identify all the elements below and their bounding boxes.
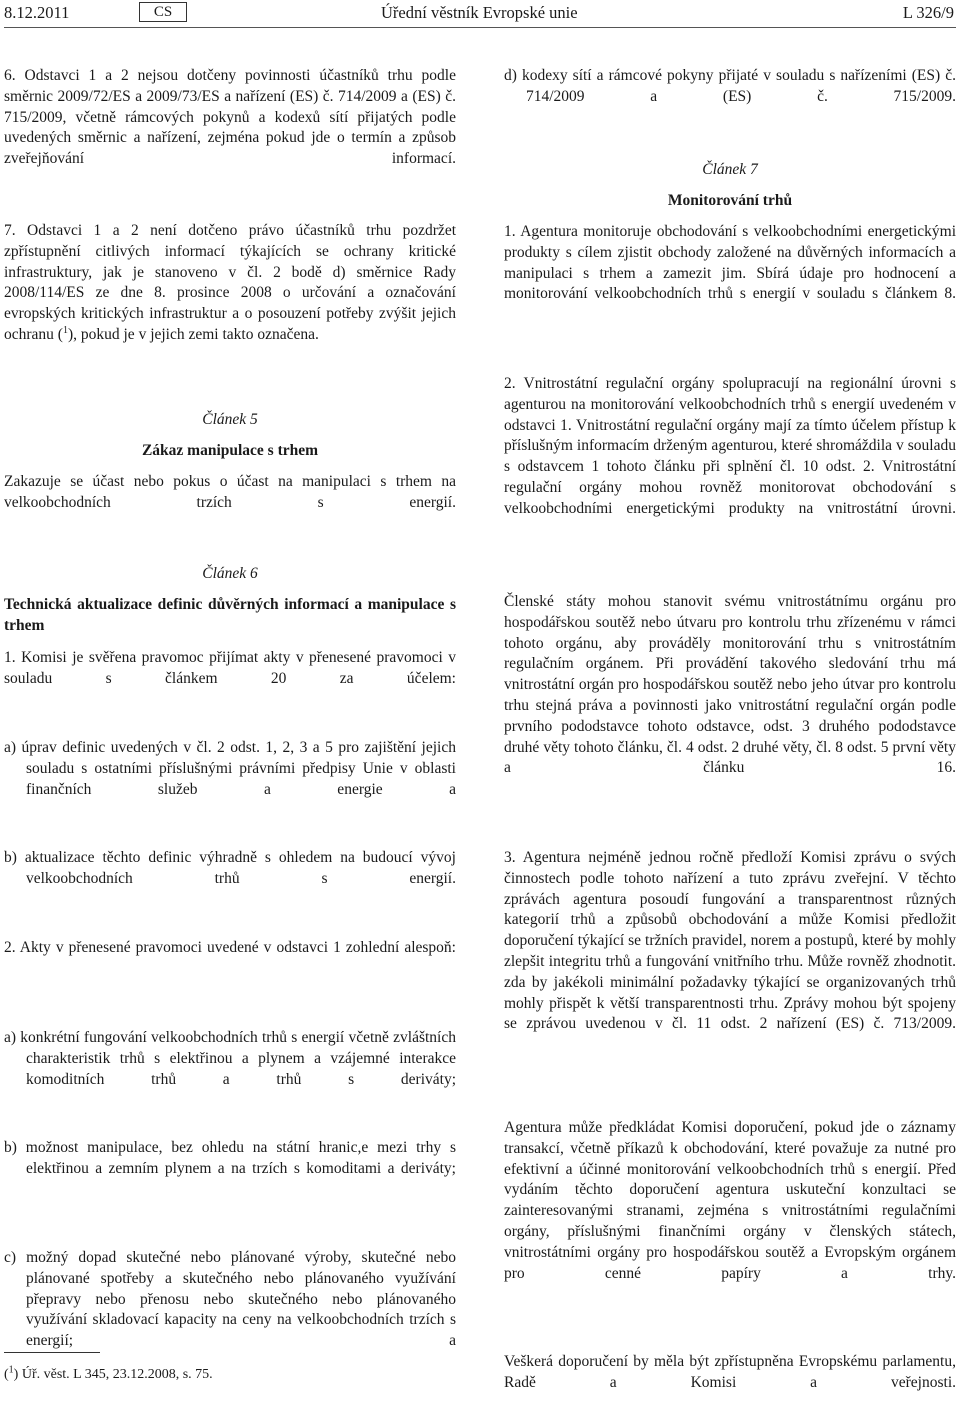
article-6-title: Technická aktualizace definic důvěrných informací a manipulace s trhem [4,596,456,634]
header-divider [4,27,956,28]
footnote-divider [4,1352,100,1353]
footnote-text: Úř. věst. L 345, 23.12.2008, s. 75. [21,1367,213,1382]
journal-header [4,2,954,24]
page-reference: L 326/9 [902,3,954,22]
paragraph-7 [4,221,456,346]
article-6-point-a: a) úprav definic uvedených v čl. 2 odst. 1, 2, 3 a 5 pro zajištění jejich souladu s ostatními příslušnými právními předpisy Unie v oblasti finančních služeb a energie a [4,739,456,798]
article-7-title: Monitorování trhů [667,192,793,209]
language-badge: CS [139,2,187,22]
article-6-paragraph-2: 2. Akty v přenesené pravomoci uvedené v odstavci 1 zohlední alespoň: [4,939,456,956]
article-5-label: Článek 5 [202,411,258,428]
article-6-label: Článek 6 [202,565,258,582]
article-7-paragraph-2-sub: Členské státy mohou stanovit svému vnitrostátnímu orgánu pro hospodářskou soutěž nebo útvaru pro kontrolu trhu zřízenému v rámci tohoto orgánu, aby prováděly monitorování trhu s vnitrostátním regulačním orgánem. Při provádění takového sledování trhu má vnitrostátní orgán pro hospodářskou soutěž nebo jeho útvar pro kontrolu trhu stejná práva a povinnosti jako vnitrostátní regulační orgán podle prvního pododstavce tohoto odstavce, odst. 3 druhého pododstavce druhé věty tohoto článku, čl. 4 odst. 2 druhé věty, čl. 8 odst. 5 první věty a článku 16. [504,593,956,777]
publication-date: 8.12.2011 [4,3,70,22]
article-6-paragraph-1: 1. Komisi je svěřena pravomoc přijímat akty v přenesené pravomoci v souladu s článkem 20 za účelem: [4,649,456,687]
article-5-text: Zakazuje se účast nebo pokus o účast na manipulaci s trhem na velkoobchodních trzích s energií. [4,473,456,511]
article-7-paragraph-2: 2. Vnitrostátní regulační orgány spolupracují na regionální úrovni s agenturou na monitorování velkoobchodních trhů s energií uvedeném v odstavci 1. Vnitrostátní regulační orgány mají za tímto účelem přístup k příslušným informacím drženým agenturou, které shromáždila v souladu s odstavcem 1 tohoto článku při splnění čl. 10 odst. 2. Vnitrostátní regulační orgány mohou rovněž monitorovat obchodování s velkoobchodními energetickými produkty na vnitrostátní úrovni. [504,375,956,517]
article-7-paragraph-3: 3. Agentura nejméně jednou ročně předloží Komisi zprávu o svých činnostech podle tohoto nařízení a tuto zprávu zveřejní. V těchto zprávách agentura posoudí fungování a transparentnost různých kategorií trhů a způsobů obchodování a může Komisi předložit doporučení týkající se tržních pravidel, norem a postupů, které by mohly zlepšit integritu trhů a fungování vnitřního trhu. Může rovněž zhodnotit. zda by jakékoli minimální požadavky týkající se organizovaných trhů mohly přispět k větší transparentnosti trhu. Zprávy mohou být spojeny se zprávou uvedenou v čl. 11 odst. 2 nařízení (ES) č. 713/2009. [504,849,956,1033]
article-6-2-point-b: b) možnost manipulace, bez ohledu na státní hranic,e mezi trhy s elektřinou a zemním plynem a na trzích s komoditami a deriváty; [4,1139,456,1177]
footnote: ($^1$) Úř. věst. L 345, 23.12.2008, s. 75. [4,1364,213,1382]
paragraph-7-text: 7. Odstavci 1 a 2 není dotčeno právo účastníků trhu pozdržet zpřístupnění citlivých informací týkajících se ochrany kritické infrastruktury, jak je stanoveno v čl. 2 bodě d) směrnice Rady 2008/114/ES ze dne 8. prosince 2008 o určování a označování evropských kritických infrastruktur a o posouzení potřeby zvýšit jejich ochranu ( [4,222,456,343]
paragraph-6: 6. Odstavci 1 a 2 nejsou dotčeny povinnosti účastníků trhu podle směrnic 2009/72/ES a 2009/73/ES a nařízení (ES) č. 714/2009 a (ES) č. 715/2009, včetně rámcových pokynů a kodexů sítí přijatých podle uvedených směrnic a nařízení, zejména pokud jde o termín a způsob zveřejňování informací. [4,67,456,168]
article-5-title: Zákaz manipulace s trhem [141,442,319,459]
article-7-paragraph-3-sub: Agentura může předkládat Komisi doporučení, pokud jde o záznamy transakcí, včetně příkazů k obchodování, které považuje za nutné pro efektivní a účinné monitorování velkoobchodních trhů s energií. Před vydáním těchto doporučení agentura uskuteční konzultaci se zainteresovanými stranami, zejména s vnitrostátními regulačními orgány, příslušnými finančními orgány v členských státech, vnitrostátními orgány pro hospodářskou soutěž a Evropským orgánem pro cenné papíry a trhy. [504,1119,956,1282]
article-7-paragraph-3-final: Veškerá doporučení by měla být zpřístupněna Evropskému parlamentu, Radě a Komisi a veřejnosti. [504,1353,956,1391]
article-7-label: Článek 7 [702,161,758,178]
paragraph-7-end: ), pokud je v jejich zemi takto označena. [67,325,319,343]
footnote-reference: 1 [62,324,68,336]
article-6-2-point-a: a) konkrétní fungování velkoobchodních trhů s energií včetně zvláštních charakteristik trhů s elektřinou a plynem a vzájemné interakce komoditních trhů a trhů s deriváty; [4,1029,456,1088]
article-7-paragraph-1: 1. Agentura monitoruje obchodování s velkoobchodními energetickými produkty s cílem zjistit obchody založené na důvěrných informacích a manipulaci s trhem a zamezit jim. Sbírá údaje pro hodnocení a monitorování velkoobchodních trhů s energií v souladu s článkem 8. [504,223,956,303]
article-6-2-point-d: d) kodexy sítí a rámcové pokyny přijaté v souladu s nařízeními (ES) č. 714/2009 a (ES) č. 715/2009. [504,67,956,105]
article-6-2-point-c: c) možný dopad skutečné nebo plánované výroby, skutečné nebo plánované spotřeby a skutečného nebo plánovaného využívání přepravy nebo přenosu nebo skutečného nebo plánovaného využívání skladovací kapacity na ceny na velkoobchodních trzích s energií; a [4,1249,456,1350]
article-6-point-b: b) aktualizace těchto definic výhradně s ohledem na budoucí vývoj velkoobchodních trhů s energií. [4,849,456,887]
journal-title: Úřední věstník Evropské unie [381,3,578,22]
footnote-number: 1 [8,1364,14,1376]
